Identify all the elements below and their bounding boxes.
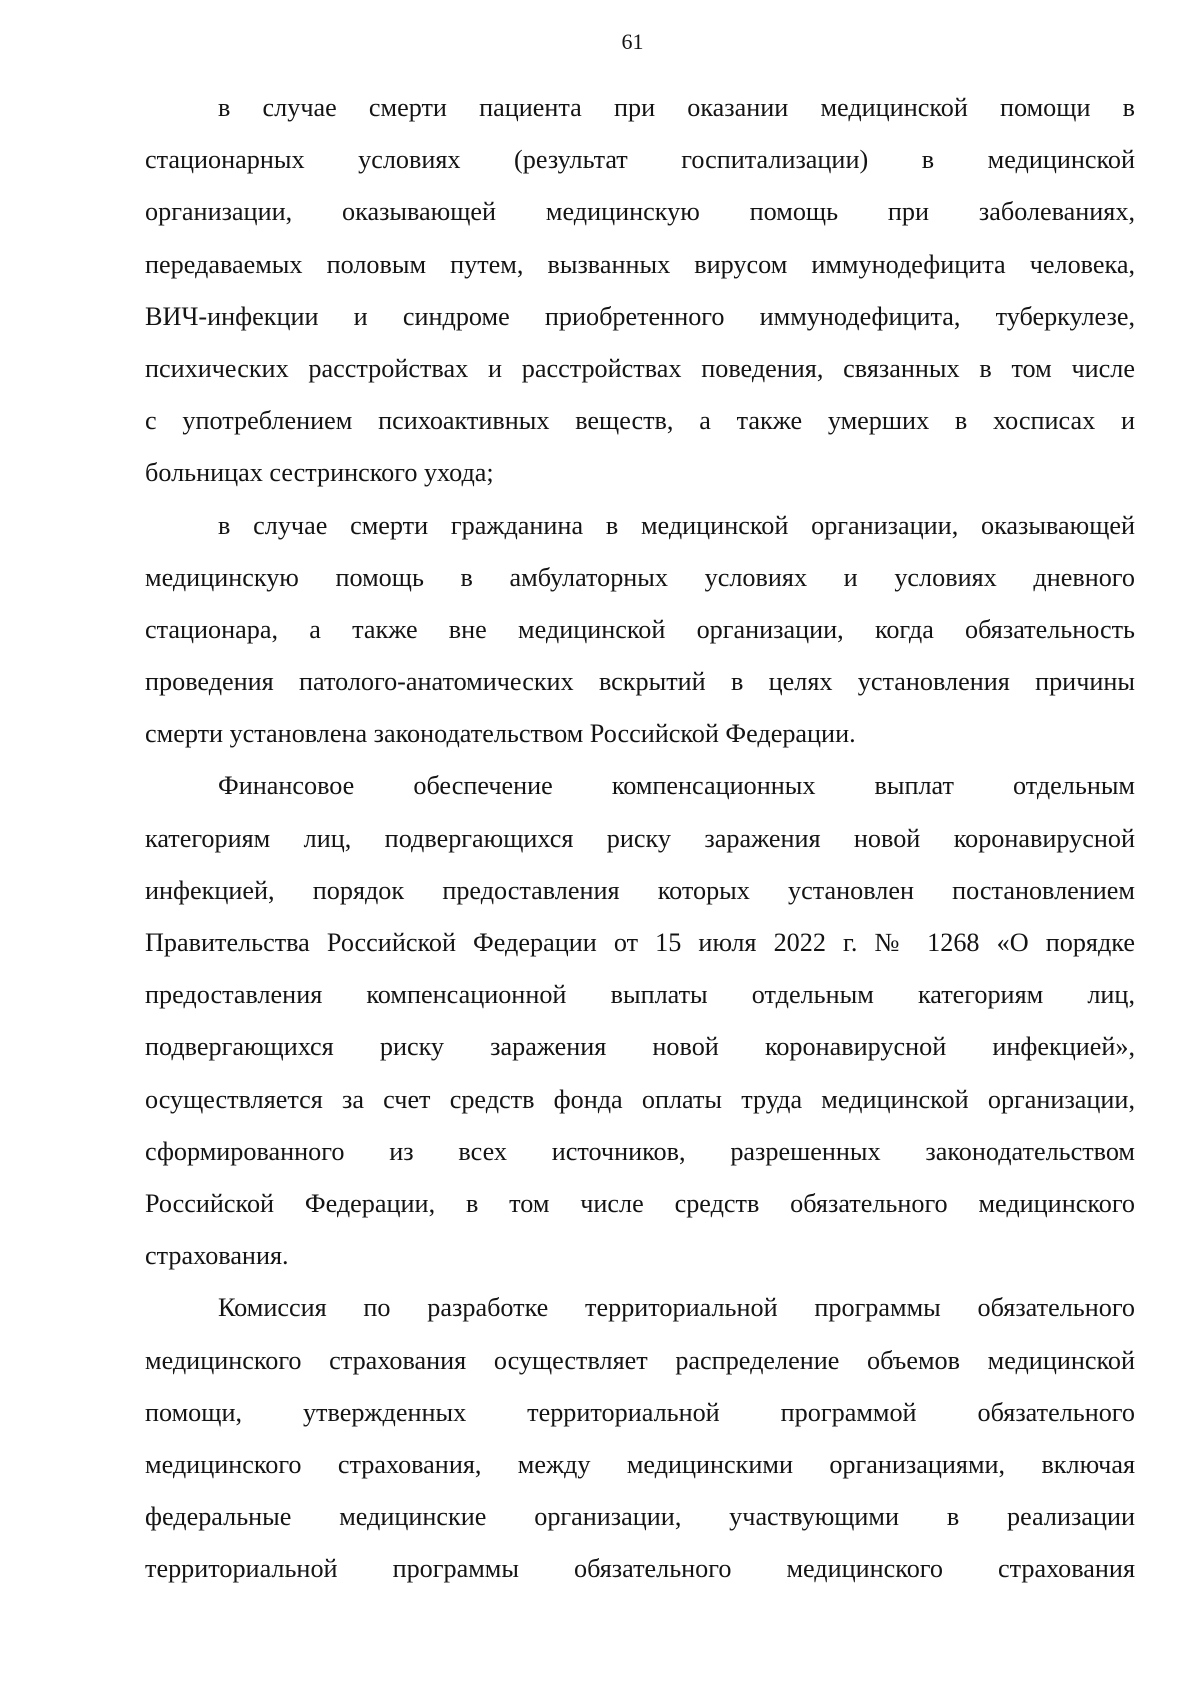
text-line: территориальной программы обязательного медицинского страхования <box>145 1554 1135 1584</box>
document-body <box>145 82 1135 1595</box>
text-line: сформированного из всех источников, разрешенных законодательством <box>145 1136 1135 1166</box>
page-number: 61 <box>621 29 644 54</box>
text-line: в случае смерти пациента при оказании медицинской помощи в <box>218 93 1135 122</box>
text-line: подвергающихся риску заражения новой коронавирусной инфекцией», <box>145 1032 1135 1062</box>
text-line: стационарных условиях (результат госпитализации) в медицинской <box>145 145 1135 175</box>
text-line: осуществляется за счет средств фонда оплаты труда медицинской организации, <box>145 1084 1135 1114</box>
text-line: медицинского страхования осуществляет распределение объемов медицинской <box>145 1345 1135 1375</box>
text-line: медицинского страхования, между медицинскими организациями, включая <box>145 1449 1135 1479</box>
text-line: Правительства Российской Федерации от 15 июля 2022 г. № 1268 «О порядке <box>145 928 1135 957</box>
text-line: медицинскую помощь в амбулаторных условиях и условиях дневного <box>145 562 1135 592</box>
text-line: с употреблением психоактивных веществ, а также умерших в хосписах и <box>145 406 1135 436</box>
text-line: проведения патолого-анатомических вскрытий в целях установления причины <box>145 667 1135 697</box>
text-line: стационара, а также вне медицинской организации, когда обязательность <box>145 614 1135 644</box>
text-line: Финансовое обеспечение компенсационных выплат отдельным <box>218 771 1135 801</box>
text-line: в случае смерти гражданина в медицинской организации, оказывающей <box>218 510 1135 540</box>
text-line: психических расстройствах и расстройствах поведения, связанных в том числе <box>145 353 1135 383</box>
text-line: передаваемых половым путем, вызванных вирусом иммунодефицита человека, <box>145 249 1135 279</box>
text-line: Комиссия по разработке территориальной программы обязательного <box>218 1293 1135 1323</box>
text-line: Российской Федерации, в том числе средств обязательного медицинского <box>145 1188 1135 1218</box>
text-line: предоставления компенсационной выплаты отдельным категориям лиц, <box>145 980 1135 1010</box>
text-line: федеральные медицинские организации, участвующими в реализации <box>145 1502 1135 1532</box>
text-line: инфекцией, порядок предоставления которых установлен постановлением <box>145 875 1135 905</box>
text-line: помощи, утвержденных территориальной программой обязательного <box>145 1397 1135 1427</box>
text-line: страхования. <box>145 1241 289 1271</box>
text-line: больницах сестринского ухода; <box>145 458 494 488</box>
text-line: смерти установлена законодательством Российской Федерации. <box>145 719 856 749</box>
text-line: категориям лиц, подвергающихся риску заражения новой коронавирусной <box>145 823 1135 853</box>
text-line: организации, оказывающей медицинскую помощь при заболеваниях, <box>145 197 1135 227</box>
text-line: ВИЧ-инфекции и синдроме приобретенного иммунодефицита, туберкулезе, <box>145 301 1135 331</box>
